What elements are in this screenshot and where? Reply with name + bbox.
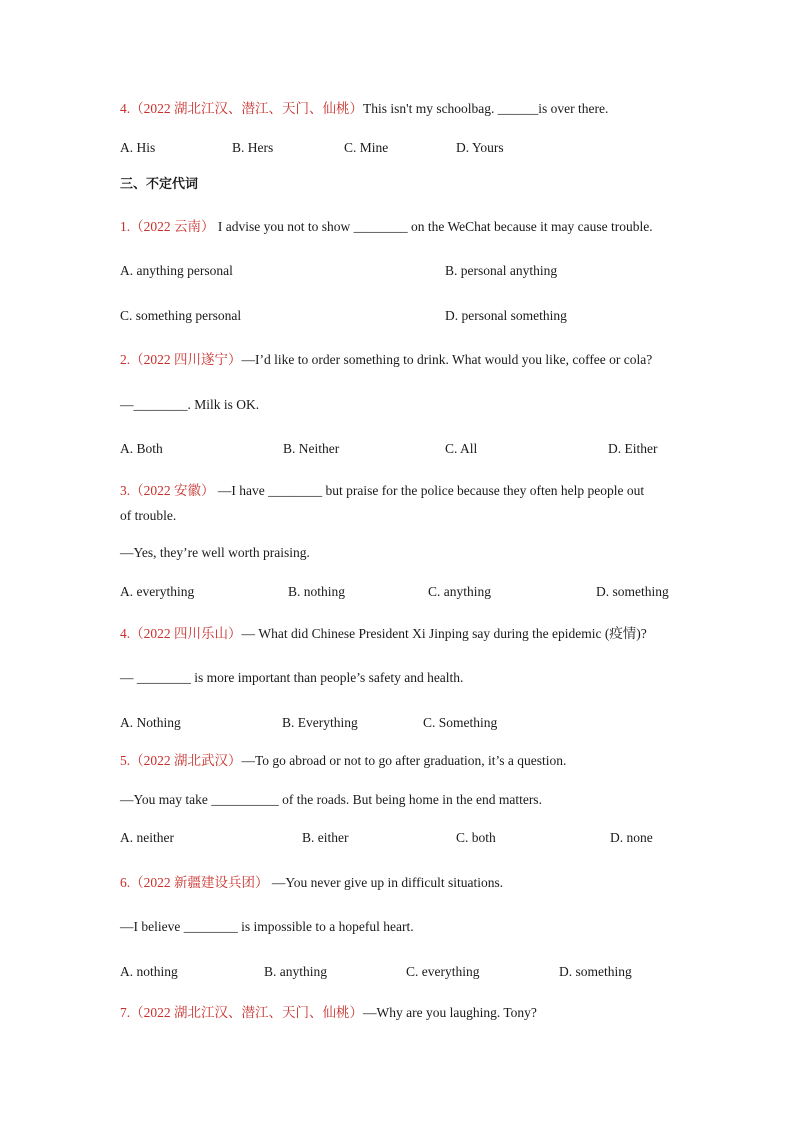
option-c: C. anything — [428, 584, 491, 599]
option-d: D. Either — [608, 441, 658, 456]
option-b: B. either — [302, 830, 349, 845]
option-a: A. His — [120, 140, 156, 155]
question-source: 4.（2022 湖北江汉、潜江、天门、仙桃） — [120, 101, 363, 116]
option-c: C. All — [445, 441, 478, 456]
question-source: 6.（2022 新疆建设兵团） — [120, 875, 269, 890]
option-b: B. personal anything — [445, 263, 558, 278]
question-7 — [120, 1004, 537, 1022]
option-c: C. Something — [423, 715, 498, 730]
question-text: —I have ________ but praise for the police because they often help people out — [214, 483, 645, 498]
option-a: A. Nothing — [120, 715, 181, 730]
question-text: —Why are you laughing. Tony? — [363, 1005, 537, 1020]
question-5 — [120, 752, 566, 770]
question-source: 7.（2022 湖北江汉、潜江、天门、仙桃） — [120, 1005, 363, 1020]
question-1 — [120, 218, 653, 236]
option-a: A. nothing — [120, 964, 178, 979]
option-b: B. Hers — [232, 140, 274, 155]
question-text: I advise you not to show ________ on the WeChat because it may cause trouble. — [214, 219, 653, 234]
option-b: B. nothing — [288, 584, 346, 599]
option-d: D. none — [610, 830, 653, 845]
option-d: D. something — [596, 584, 669, 599]
question-source: 1.（2022 云南） — [120, 219, 215, 234]
option-d: D. personal something — [445, 308, 567, 323]
question-reply: —You may take __________ of the roads. But being home in the end matters. — [120, 792, 542, 807]
option-a: A. everything — [120, 584, 195, 599]
option-a: A. anything personal — [120, 263, 233, 278]
option-d: D. Yours — [456, 140, 504, 155]
question-4 — [120, 625, 647, 643]
question-reply: — ________ is more important than people’s safety and health. — [120, 670, 464, 685]
question-2 — [120, 351, 652, 369]
option-c: C. something personal — [120, 308, 242, 323]
question-source: 2.（2022 四川遂宁） — [120, 352, 242, 367]
option-a: A. Both — [120, 441, 163, 456]
question-text: —To go abroad or not to go after graduation, it’s a question. — [241, 753, 567, 768]
question-source: 3.（2022 安徽） — [120, 483, 215, 498]
option-c: C. everything — [406, 964, 480, 979]
question-text: —You never give up in difficult situations. — [268, 875, 504, 890]
option-b: B. anything — [264, 964, 327, 979]
question-reply: —________. Milk is OK. — [120, 397, 260, 412]
option-a: A. neither — [120, 830, 174, 845]
question-6 — [120, 874, 503, 892]
option-b: B. Everything — [282, 715, 358, 730]
question-text: This isn't my schoolbag. ______is over there. — [363, 101, 609, 116]
option-d: D. something — [559, 964, 632, 979]
question-text: — What did Chinese President Xi Jinping say during the epidemic (疫情)? — [241, 626, 647, 641]
question-reply: —I believe ________ is impossible to a hopeful heart. — [120, 919, 414, 934]
question-reply: —Yes, they’re well worth praising. — [120, 545, 310, 560]
question-top-4 — [120, 100, 608, 118]
question-text-continued: of trouble. — [120, 508, 177, 523]
question-3 — [120, 482, 644, 500]
option-c: C. both — [456, 830, 496, 845]
option-b: B. Neither — [283, 441, 340, 456]
question-source: 4.（2022 四川乐山） — [120, 626, 242, 641]
question-text: —I’d like to order something to drink. What would you like, coffee or cola? — [241, 352, 653, 367]
option-c: C. Mine — [344, 140, 389, 155]
section-title: 三、不定代词 — [120, 177, 199, 192]
question-source: 5.（2022 湖北武汉） — [120, 753, 242, 768]
